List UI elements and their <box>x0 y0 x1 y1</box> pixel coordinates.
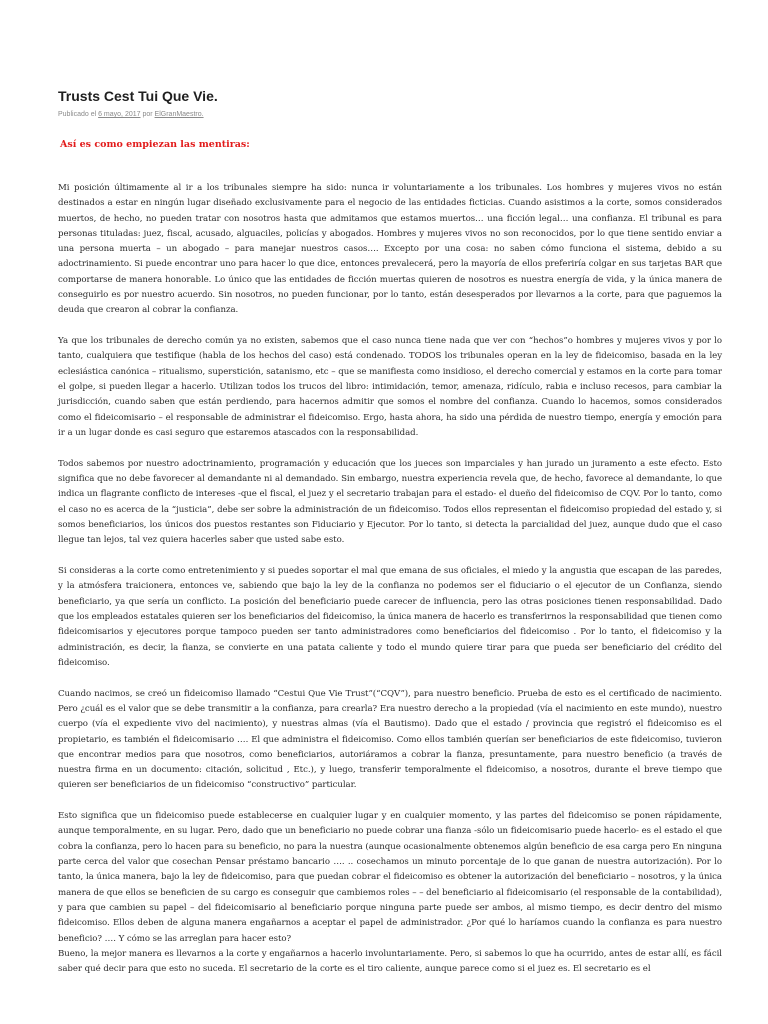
post-date-link[interactable]: 6 mayo, 2017 <box>98 111 141 118</box>
paragraph-4: Si consideras a la corte como entretenimiento y si puedes soportar el mal que emana de sus oficiales, el miedo y la angustia que escapan de las paredes, y la atmósfera traicionera, entonces ve, sabiendo que bajo la ley de la confianza no podemos ser el fiduciario o el ejecutor de un Confianza, siendo beneficiario, ya que sería un conflicto. La posición del beneficiario puede carecer de influencia, pero las otras posiciones tienen responsabilidad. Dado que los empleados estatales quieren ser los beneficiarios del fideicomiso, la única manera de hacerlo es transferirnos la responsabilidad que tienen como fideicomisarios y ejecutores porque tampoco pueden ser tanto administradores como beneficiarios del fideicomiso . Por lo tanto, el fideicomiso y la administración, es decir, la fianza, se convierte en una patata caliente y todo el mundo quiere tirar para que pueda ser beneficiario del crédito del fideicomiso. <box>58 566 722 668</box>
paragraph-2: Ya que los tribunales de derecho común ya no existen, sabemos que el caso nunca tiene nada que ver con “hechos”o hombres y mujeres vivos y por lo tanto, cualquiera que testifique (habla de los hechos del caso) está condenado. TODOS los tribunales operan en la ley de fideicomiso, basada en la ley eclesiástica canónica – ritualismo, superstición, satanismo, etc – que se manifiesta como insidioso, el derecho comercial y estamos en la corte para tomar el golpe, si pueden llegar a hacerlo. Utilizan todos los trucos del libro: intimidación, temor, amenaza, ridículo, rabia e incluso recesos, para cambiar la jurisdicción, cuando saben que están perdiendo, para hacernos admitir que somos el nombre del confianza. Cuando lo hacemos, somos considerados como el fideicomisario – el responsable de administrar el fideicomiso. Ergo, hasta ahora, ha sido una pérdida de nuestro tiempo, energía y emoción para ir a un lugar donde es casi seguro que estaremos atascados con la responsabilidad. <box>58 336 722 438</box>
paragraph-6: Esto significa que un fideicomiso puede establecerse en cualquier lugar y en cualquier momento, y las partes del fideicomiso se ponen rápidamente, aunque temporalmente, en su lugar. Pero, dado que un beneficiario no puede cobrar una fianza -sólo un fideicomisario puede hacerlo- es el estado el que cobra la confianza, pero lo hacen para su beneficio, no para la nuestra (aunque ocasionalmente obtenemos algún beneficio de esa carga pero En ninguna parte cerca del valor que cosechan Pensar préstamo bancario …. .. cosechamos un minuto porcentaje de lo que ganan de nuestra autorización). Por lo tanto, la única manera, bajo la ley de fideicomiso, para que puedan cobrar el fideicomiso es obtener la autorización del beneficiario – nosotros, y la única manera de que ellos se beneficien de su cargo es conseguir que cambiemos roles – – del beneficiario al fideicomisario (el responsable de la contabilidad), y para que cambien su papel – del fideicomisario al beneficiario porque ninguna parte puede ser ambos, al mismo tiempo, es decir dentro del mismo fideicomiso. Ellos deben de alguna manera engañarnos a aceptar el papel de administrador. ¿Por qué lo haríamos cuando la confianza es para nuestro beneficio? …. Y cómo se las arreglan para hacer esto? <box>58 811 722 944</box>
post-title: Trusts Cest Tui Que Vie. <box>58 88 218 104</box>
post-meta <box>58 111 204 118</box>
author-link[interactable]: ElGranMaestro. <box>154 111 204 118</box>
paragraph-5: Cuando nacimos, se creó un fideicomiso llamado “Cestui Que Vie Trust”(“CQV”), para nuestro beneficio. Prueba de esto es el certificado de nacimiento. Pero ¿cuál es el valor que se debe transmitir a la confianza, para crearla? Era nuestro derecho a la propiedad (vía el nacimiento en este mundo), nuestro cuerpo (vía el expediente vivo del nacimiento), y nuestras almas (vía el Bautismo). Dado que el estado / provincia que registró el fideicomiso es el propietario, es también el fideicomisario …. El que administra el fideicomiso. Como ellos también querían ser beneficiarios de este fideicomiso, tuvieron que encontrar medios para que nosotros, como beneficiarios, autoriáramos a cobrar la fianza, presuntamente, para nuestro beneficio (a través de nuestra firma en un documento: citación, solicitud , Etc.), y luego, transferir temporalmente el fideicomiso, a nosotros, durante el breve tiempo que quieren ser beneficiarios de un fideicomiso “constructivo” particular. <box>58 688 722 791</box>
paragraph-1: Mi posición últimamente al ir a los tribunales siempre ha sido: nunca ir voluntariamente a los tribunales. Los hombres y mujeres vivos no están destinados a estar en ningún lugar diseñado exclusivamente para el negocio de las entidades ficticias. Cuando asistimos a la corte, somos considerados muertos, de hecho, no pueden tratar con nosotros hasta que admitamos que estamos muertos… una ficción legal… una confianza. El tribunal es para personas tituladas: juez, fiscal, acusado, alguaciles, policías y abogados. Hombres y mujeres vivos no son reconocidos, por lo que tiene sentido enviar a una persona muerta – un abogado – para manejar nuestros casos…. Excepto por una cosa: no saben cómo funciona el sistema, debido a su adoctrinamiento. Si puede encontrar uno para hacer lo que dice, entonces prevalecerá, pero la mayoría de ellos preferiría colgar en sus tarjetas BAR que comportarse de manera honorable. Lo único que las entidades de ficción muertas quieren de nosotros es nuestra energía de vida, y la única manera de conseguirlo es por nuestro acuerdo. Sin nosotros, no pueden funcionar, por lo tanto, están desesperados por llevarnos a la corte, para que paguemos la deuda que crearon al cobrar la confianza. <box>58 183 722 316</box>
article-body <box>58 181 722 977</box>
red-subheading: Así es como empiezan las mentiras: <box>60 139 250 150</box>
paragraph-7: Bueno, la mejor manera es llevarnos a la corte y engañarnos a hacerlo involuntariamente. Pero, si sabemos lo que ha ocurrido, antes de estar allí, es fácil saber qué decir para que esto no suceda. El secretario de la corte es el tiro caliente, aunque parece como si el juez es. El secretario es el <box>58 948 722 975</box>
paragraph-3: Todos sabemos por nuestro adoctrinamiento, programación y educación que los jueces son imparciales y han jurado un juramento a este efecto. Esto significa que no debe favorecer al demandante ni al demandado. Sin embargo, nuestra experiencia revela que, de hecho, favorece al demandante, lo que indica un flagrante conflicto de intereses -que el fiscal, el juez y el secretario trabajan para el estado- el dueño del fideicomiso de CQV. Por lo tanto, como el caso no es acerca de la “justicia”, debe ser sobre la administración de un fideicomiso. Todos ellos representan el fideicomiso propiedad del estado y, si somos beneficiarios, los únicos dos puestos restantes son Fiduciario y Ejecutor. Por lo tanto, si detecta la parcialidad del juez, aunque dudo que el caso llegue tan lejos, tal vez quiera hacerles saber que usted sabe esto. <box>58 458 722 546</box>
by-label: por <box>142 111 153 118</box>
published-prefix: Publicado el <box>58 111 97 118</box>
